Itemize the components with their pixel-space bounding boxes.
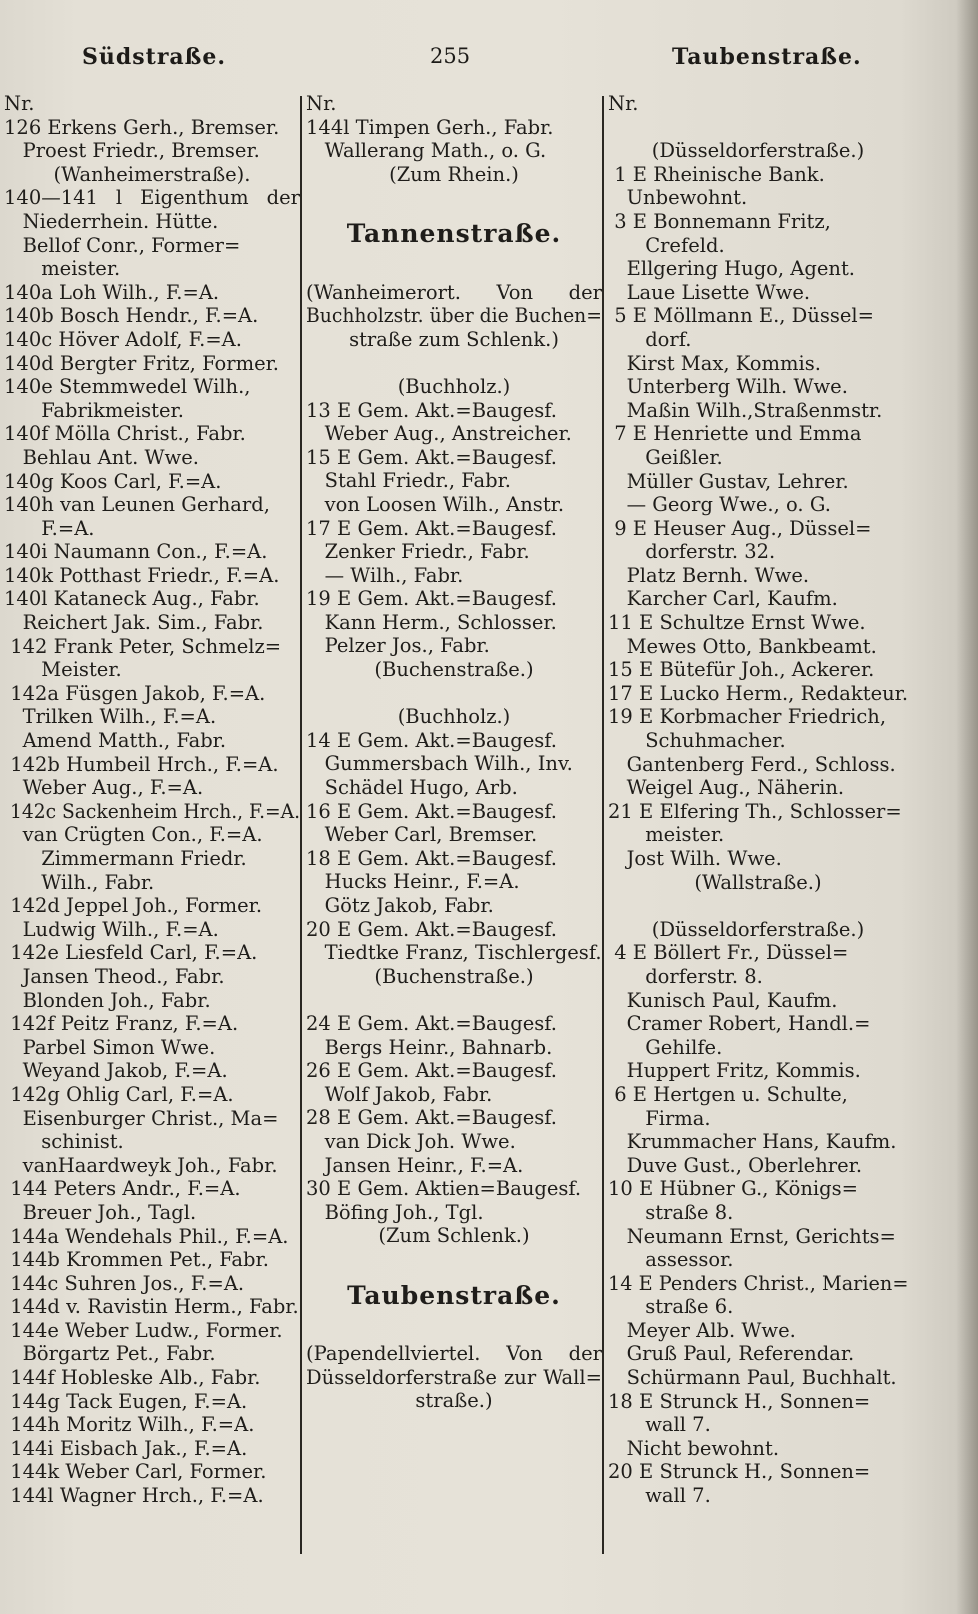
entry-line: Gruß Paul, Referendar. (608, 1342, 855, 1366)
column-3 (608, 92, 908, 1508)
column-1 (4, 92, 300, 1508)
entry-line: Nr. (608, 92, 639, 115)
entry-line: Hucks Heinr., F.=A. (306, 870, 520, 894)
entry-line: Cramer Robert, Handl.= (608, 1012, 871, 1036)
spacer (306, 1319, 602, 1343)
entry-line: wall 7. (608, 1484, 711, 1508)
entry-line: 142 Frank Peter, Schmelz= (4, 634, 282, 658)
entry-line: vanHaardweyk Joh., Fabr. (4, 1153, 278, 1177)
entry-line: 9 E Heuser Aug., Düssel= (608, 516, 872, 540)
entry-line: Niederrhein. Hütte. (4, 209, 219, 233)
entry-line: Gummersbach Wilh., Inv. (306, 752, 573, 776)
entry-line: Weigel Aug., Näherin. (608, 776, 845, 800)
entry-line: Breuer Joh., Tagl. (4, 1200, 197, 1224)
spacer (306, 351, 602, 375)
page-number: 255 (430, 44, 471, 68)
entry-line: Neumann Ernst, Gerichts= (608, 1224, 896, 1248)
entry-line: 16 E Gem. Akt.=Baugesf. (306, 799, 557, 823)
entry-line: 19 E Gem. Akt.=Baugesf. (306, 587, 557, 611)
entry-line: 140g Koos Carl, F.=A. (4, 469, 222, 493)
entry-line: Müller Gustav, Lehrer. (608, 469, 849, 493)
entry-line: 13 E Gem. Akt.=Baugesf. (306, 398, 557, 422)
entry-line: Eisenburger Christ., Ma= (4, 1106, 279, 1130)
spacer (306, 682, 602, 706)
entry-line: Weber Carl, Bremser. (306, 823, 538, 847)
entry-line: 15 E Bütefür Joh., Ackerer. (608, 658, 875, 682)
section-note: (Buchenstraße.) (374, 964, 534, 988)
entry-line: Unbewohnt. (608, 186, 748, 210)
entry-line: 142a Füsgen Jakob, F.=A. (4, 681, 266, 705)
entry-line: 10 E Hübner G., Königs= (608, 1177, 858, 1201)
entry-line: Weyand Jakob, F.=A. (4, 1059, 228, 1083)
entry-line: 144e Weber Ludw., Former. (4, 1318, 283, 1342)
entry-line: Schürmann Paul, Buchhalt. (608, 1366, 897, 1390)
column-2 (306, 92, 602, 1413)
section-note: (Buchenstraße.) (374, 658, 534, 682)
section-note: (Zum Rhein.) (389, 162, 519, 186)
section-note: straße zum Schlenk.) (349, 327, 559, 351)
entry-line: dorf. (608, 327, 692, 351)
entry-line: assessor. (608, 1248, 734, 1272)
running-head-right: Taubenstraße. (672, 44, 862, 70)
entry-line: Crefeld. (608, 233, 725, 257)
entry-line: 11 E Schultze Ernst Wwe. (608, 611, 866, 635)
entry-line: 17 E Gem. Akt.=Baugesf. (306, 516, 557, 540)
entry-line: Gehilfe. (608, 1035, 723, 1059)
entry-line: 18 E Strunck H., Sonnen= (608, 1389, 871, 1413)
entry-line: 142d Jeppel Joh., Former. (4, 894, 263, 918)
entry-line: 144i Eisbach Jak., F.=A. (4, 1436, 248, 1460)
entry-line: Huppert Fritz, Kommis. (608, 1059, 861, 1083)
entry-line: Wilh., Fabr. (4, 870, 155, 894)
section-note: (Buchholz.) (397, 374, 511, 398)
entry-line: 142f Peitz Franz, F.=A. (4, 1012, 239, 1036)
entry-line: Kirst Max, Kommis. (608, 351, 821, 375)
entry-line: 14 E Gem. Akt.=Baugesf. (306, 728, 557, 752)
entry-line: 140a Loh Wilh., F.=A. (4, 280, 220, 304)
page-header (0, 40, 978, 80)
entry-line: straße 8. (608, 1200, 734, 1224)
entry-line: Weber Aug., F.=A. (4, 776, 204, 800)
section-note: (Wanheimerstraße). (53, 162, 251, 186)
entry-line: 28 E Gem. Akt.=Baugesf. (306, 1106, 557, 1130)
entry-line: Wallerang Math., o. G. (306, 139, 547, 163)
entry-line: wall 7. (608, 1413, 711, 1437)
entry-line: 20 E Strunck H., Sonnen= (608, 1460, 871, 1484)
entry-line: (Wanheimerort. Von der (306, 280, 602, 304)
entry-line: 7 E Henriette und Emma (608, 422, 862, 446)
entry-line: 19 E Korbmacher Friedrich, (608, 705, 887, 729)
entry-line: Karcher Carl, Kaufm. (608, 587, 838, 611)
entry-line: 5 E Möllmann E., Düssel= (608, 304, 875, 328)
entry-line: Mewes Otto, Bankbeamt. (608, 634, 877, 658)
entry-line: Pelzer Jos., Fabr. (306, 634, 490, 658)
page-edge-shadow (956, 0, 978, 1614)
column-divider-left (300, 96, 302, 1554)
entry-line: Wolf Jakob, Fabr. (306, 1082, 493, 1106)
entry-line: Böfing Joh., Tgl. (306, 1200, 484, 1224)
entry-line: dorferstr. 8. (608, 964, 763, 988)
column-divider-right (602, 96, 604, 1554)
entry-line: — Georg Wwe., o. G. (608, 493, 831, 517)
entry-line: 144c Suhren Jos., F.=A. (4, 1271, 245, 1295)
entry-line: 26 E Gem. Akt.=Baugesf. (306, 1059, 557, 1083)
entry-line: 144k Weber Carl, Former. (4, 1460, 267, 1484)
entry-line: Ellgering Hugo, Agent. (608, 257, 856, 281)
entry-line: van Dick Joh. Wwe. (306, 1129, 516, 1153)
entry-line: 144h Moritz Wilh., F.=A. (4, 1413, 255, 1437)
entry-line: Weber Aug., Anstreicher. (306, 422, 572, 446)
entry-line: 144 Peters Andr., F.=A. (4, 1177, 241, 1201)
entry-line: 126 Erkens Gerh., Bremser. (4, 115, 280, 139)
entry-line: Duve Gust., Oberlehrer. (608, 1153, 863, 1177)
entry-line: Fabrikmeister. (4, 398, 184, 422)
entry-line: 20 E Gem. Akt.=Baugesf. (306, 917, 557, 941)
entry-line: Buchholzstr. über die Buchen= (306, 304, 602, 328)
entry-line: Götz Jakob, Fabr. (306, 894, 494, 917)
spacer (608, 116, 908, 140)
entry-line: — Wilh., Fabr. (306, 563, 464, 587)
entry-line: Nr. (4, 92, 35, 115)
entry-line: 140i Naumann Con., F.=A. (4, 540, 268, 564)
entry-line: Meister. (4, 658, 122, 682)
section-note: (Düsseldorferstraße.) (651, 917, 865, 941)
entry-line: Firma. (608, 1106, 711, 1130)
entry-line: 140k Potthast Friedr., F.=A. (4, 563, 280, 587)
entry-line: meister. (4, 257, 121, 281)
entry-line: 142c Sackenheim Hrch., F.=A. (4, 799, 301, 823)
entry-line: 142e Liesfeld Carl, F.=A. (4, 941, 258, 965)
entry-line: Behlau Ant. Wwe. (4, 445, 199, 469)
entry-line: Jansen Theod., Fabr. (4, 964, 225, 988)
entry-line: 4 E Böllert Fr., Düssel= (608, 941, 849, 965)
entry-line: 144d v. Ravistin Herm., Fabr. (4, 1295, 299, 1319)
entry-line: Jansen Heinr., F.=A. (306, 1153, 524, 1177)
entry-line: 140l Kataneck Aug., Fabr. (4, 587, 260, 611)
entry-line: 21 E Elfering Th., Schlosser= (608, 799, 902, 823)
entry-line: 140—141 l Eigenthum der (4, 186, 300, 210)
entry-line: 142g Ohlig Carl, F.=A. (4, 1082, 234, 1106)
entry-line: 30 E Gem. Aktien=Baugesf. (306, 1177, 582, 1201)
entry-line: 17 E Lucko Herm., Redakteur. (608, 681, 909, 705)
entry-line: Krummacher Hans, Kaufm. (608, 1130, 897, 1154)
entry-line: Reichert Jak. Sim., Fabr. (4, 611, 264, 635)
entry-line: Nicht bewohnt. (608, 1436, 780, 1460)
entry-line: Parbel Simon Wwe. (4, 1035, 216, 1059)
entry-line: Blonden Joh., Fabr. (4, 988, 211, 1012)
entry-line: Trilken Wilh., F.=A. (4, 705, 217, 729)
entry-line: Amend Matth., Fabr. (4, 729, 227, 753)
spacer (306, 186, 602, 210)
entry-line: 144b Krommen Pet., Fabr. (4, 1248, 269, 1272)
spacer (306, 1248, 602, 1272)
entry-line: Nr. (306, 92, 337, 115)
entry-line: von Loosen Wilh., Anstr. (306, 492, 565, 516)
entry-line: Laue Lisette Wwe. (608, 280, 811, 304)
entry-line: Kunisch Paul, Kaufm. (608, 988, 838, 1012)
entry-line: Schuhmacher. (608, 729, 786, 753)
entry-line: Maßin Wilh.,Straßenmstr. (608, 398, 883, 422)
section-note: (Wallstraße.) (694, 870, 822, 894)
section-note: (Zum Schlenk.) (378, 1224, 530, 1248)
entry-line: 140e Stemmwedel Wilh., (4, 375, 251, 399)
entry-line: 144f Hobleske Alb., Fabr. (4, 1366, 261, 1390)
spacer (608, 894, 908, 918)
entry-line: Jost Wilh. Wwe. (608, 847, 782, 870)
entry-line: 144g Tack Eugen, F.=A. (4, 1389, 248, 1413)
entry-line: Zimmermann Friedr. (4, 847, 247, 870)
spacer (306, 257, 602, 281)
running-head-left: Südstraße. (82, 44, 227, 70)
entry-line: 144l Timpen Gerh., Fabr. (306, 115, 554, 139)
entry-line: 140f Mölla Christ., Fabr. (4, 422, 246, 446)
entry-line: Kann Herm., Schlosser. (306, 610, 557, 634)
entry-line: Düsseldorferstraße zur Wall= (306, 1365, 602, 1389)
entry-line: 15 E Gem. Akt.=Baugesf. (306, 445, 557, 469)
spacer (306, 988, 602, 1012)
entry-line: 144l Wagner Hrch., F.=A. (4, 1484, 264, 1508)
entry-line: Ludwig Wilh., F.=A. (4, 917, 219, 941)
entry-line: Meyer Alb. Wwe. (608, 1318, 796, 1342)
entry-line: Stahl Friedr., Fabr. (306, 469, 511, 493)
entry-line: Geißler. (608, 445, 723, 469)
entry-line: 3 E Bonnemann Fritz, (608, 209, 831, 233)
entry-line: 140d Bergter Fritz, Former. (4, 351, 279, 375)
entry-line: straße 6. (608, 1295, 734, 1319)
entry-line: Platz Bernh. Wwe. (608, 563, 810, 587)
entry-line: schinist. (4, 1130, 124, 1154)
entry-line: Proest Friedr., Bremser. (4, 139, 260, 163)
entry-line: 1 E Rheinische Bank. (608, 162, 825, 186)
entry-line: (Papendellviertel. Von der (306, 1342, 602, 1366)
entry-line: F.=A. (4, 516, 95, 540)
entry-line: Schädel Hugo, Arb. (306, 776, 518, 800)
entry-line: Gantenberg Ferd., Schloss. (608, 752, 896, 776)
section-note: (Düsseldorferstraße.) (651, 139, 865, 163)
entry-line: Bergs Heinr., Bahnarb. (306, 1035, 553, 1059)
entry-line: meister. (608, 823, 725, 847)
entry-line: 14 E Penders Christ., Marien= (608, 1271, 909, 1295)
entry-line: 142b Humbeil Hrch., F.=A. (4, 752, 279, 776)
entry-line: dorferstr. 32. (608, 540, 776, 564)
section-note: straße.) (415, 1389, 493, 1413)
entry-line: Unterberg Wilh. Wwe. (608, 375, 848, 399)
entry-line: 6 E Hertgen u. Schulte, (608, 1082, 848, 1106)
entry-line: van Crügten Con., F.=A. (4, 823, 263, 847)
entry-line: 144a Wendehals Phil., F.=A. (4, 1224, 289, 1248)
entry-line: 140b Bosch Hendr., F.=A. (4, 304, 259, 328)
entry-line: 24 E Gem. Akt.=Baugesf. (306, 1011, 557, 1035)
street-heading: Tannenstraße. (346, 218, 562, 248)
entry-line: 18 E Gem. Akt.=Baugesf. (306, 846, 557, 870)
street-heading: Taubenstraße. (347, 1280, 561, 1310)
entry-line: Zenker Friedr., Fabr. (306, 540, 530, 564)
entry-line: Börgartz Pet., Fabr. (4, 1342, 216, 1366)
entry-line: 140h van Leunen Gerhard, (4, 493, 270, 517)
entry-line: 140c Höver Adolf, F.=A. (4, 327, 242, 351)
entry-line: Tiedtke Franz, Tischlergesf. (306, 941, 602, 965)
section-note: (Buchholz.) (397, 705, 511, 729)
entry-line: Bellof Conr., Former= (4, 233, 241, 257)
